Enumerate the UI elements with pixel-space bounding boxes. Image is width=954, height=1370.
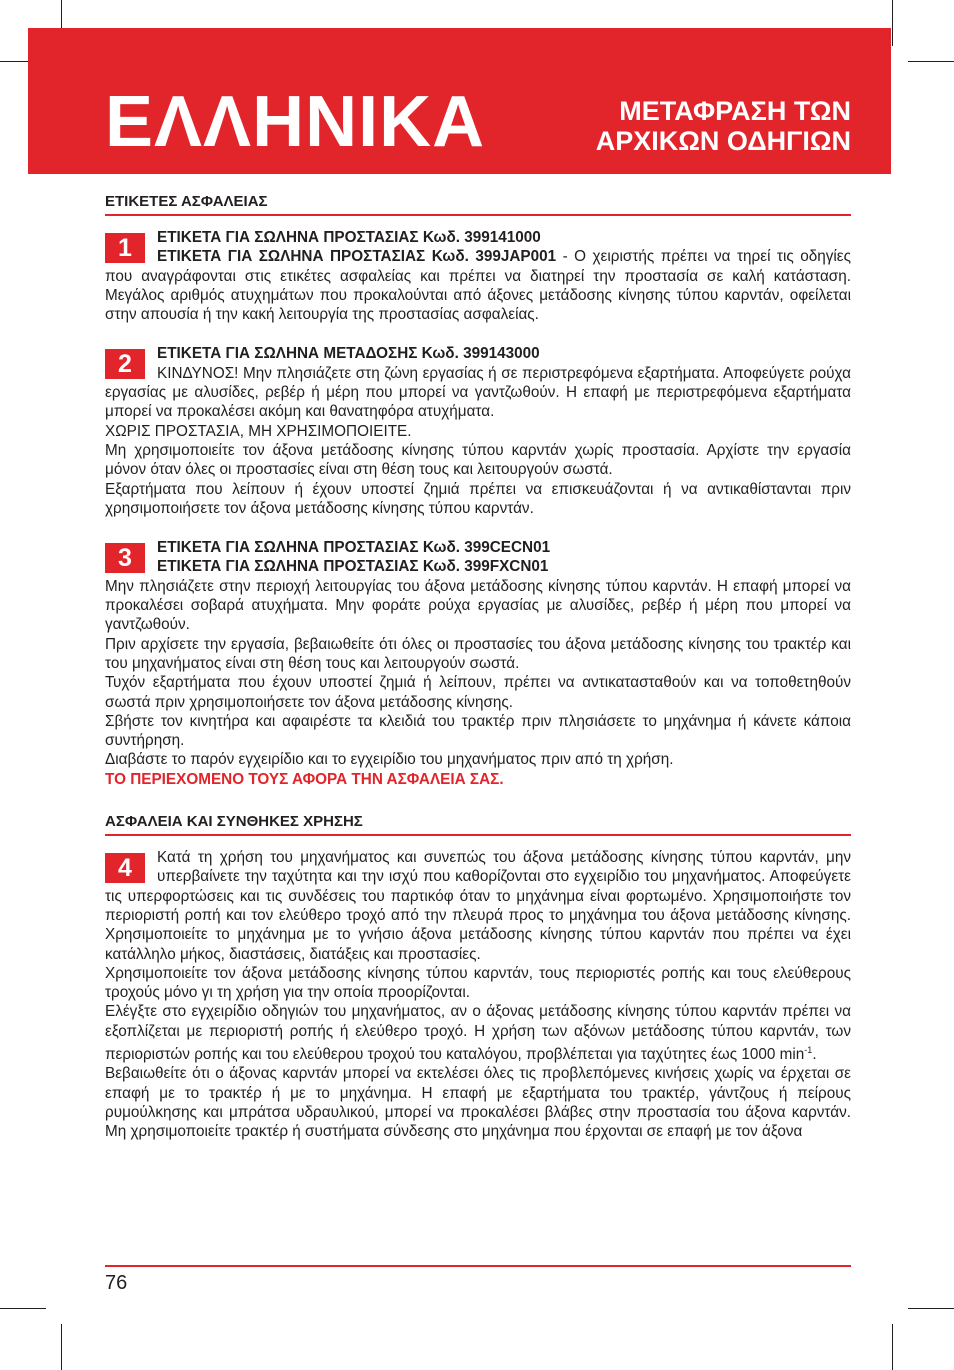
section-heading-safety-conditions: ΑΣΦΑΛΕΙΑ ΚΑΙ ΣΥΝΘΗΚΕΣ ΧΡΗΣΗΣ [105, 811, 851, 836]
paragraph: Σβήστε τον κινητήρα και αφαιρέστε τα κλειδιά του τρακτέρ πριν πλησιάσετε το μηχάνημα ή κάνετε κάποια συντήρηση. [105, 712, 851, 750]
crop-mark [908, 1308, 954, 1309]
paragraph [105, 1002, 851, 1064]
paragraph: Πριν αρχίσετε την εργασία, βεβαιωθείτε ότι όλες οι προστασίες του άξονα μετάδοσης κίνησης του τρακτέρ και του μηχανήματος είναι στη θέση τους και λειτουργούν σωστά. [105, 635, 851, 672]
label-item-3 [105, 538, 851, 789]
section-heading-safety-labels: ΕΤΙΚΕΤΕΣ ΑΣΦΑΛΕΙΑΣ [105, 191, 851, 216]
paragraph: Διαβάστε το παρόν εγχειρίδιο και το εγχειρίδιο του μηχανήματος πριν από τη χρήση. [105, 751, 674, 769]
paragraph-text: Ελέγξτε στο εγχειρίδιο οδηγιών του μηχανήματος, αν ο άξονας μετάδοσης κίνησης τύπου καρντάν πρέπει να εξοπλίζεται με περιοριστή ροπής ή ελεύθερο τροχό. Η χρήση των αξόνων μετάδοσης τύπου καρντάν, των περιοριστών ροπής και του ελεύθερου τροχού του καταλόγου, προβλέπεται για ταχύτητες έως 1000 min [105, 1003, 851, 1064]
crop-mark [908, 61, 954, 62]
label-code-line: ΕΤΙΚΕΤΑ ΓΙΑ ΣΩΛΗΝΑ ΠΡΟΣΤΑΣΙΑΣ Κωδ. 399JAP001 [157, 248, 557, 266]
label-text: - Ο χειριστής πρέπει να τηρεί τις οδηγίες που αναγράφονται στις ετικέτες ασφαλείας και πρέπει να διατηρεί την προστασία σε καλή κατάσταση. Μεγάλος αριθμός ατυχημάτων που προκαλούνται από άξονες μετάδοσης κίνησης τύπου καρντάν, οφείλεται στην απουσία ή την κακή λειτουργία της προστασίας ασφαλείας. [105, 248, 851, 324]
superscript: -1 [804, 1044, 813, 1055]
header-banner [28, 28, 891, 174]
item-number-badge: 2 [105, 349, 145, 379]
label-item-2 [105, 344, 851, 518]
page-number: 76 [105, 1272, 128, 1294]
main-content [105, 191, 851, 1162]
label-code-line: ΕΤΙΚΕΤΑ ΓΙΑ ΣΩΛΗΝΑ ΜΕΤΑΔΟΣΗΣ Κωδ. 399143000 [157, 345, 540, 363]
label-item-1 [105, 228, 851, 324]
paragraph: Βεβαιωθείτε ότι ο άξονας καρντάν μπορεί να εκτελέσει όλες τις προβλεπόμενες κινήσεις χωρίς να έρχεται σε επαφή με το τρακτέρ ή με το μηχάνημα. Η επαφή με εξαρτήματα του τρακτέρ, γάντζους ή πείρους ρυμούλκησης και μπράτσα υδραυλικού, μπορεί να προκαλέσει βλάβες στην προστασία του άξονα καρντάν. Μη χρησιμοποιείτε τρακτέρ ή συστήματα σύνδεσης στο μηχάνημα που έρχονται σε επαφή με τον άξονα [105, 1065, 851, 1141]
crop-mark [61, 1324, 62, 1370]
label-code-line: ΕΤΙΚΕΤΑ ΓΙΑ ΣΩΛΗΝΑ ΠΡΟΣΤΑΣΙΑΣ Κωδ. 399CECN01 [157, 539, 551, 557]
paragraph: ΧΩΡΙΣ ΠΡΟΣΤΑΣΙΑ, ΜΗ ΧΡΗΣΙΜΟΠΟΙΕΙΤΕ. [105, 422, 412, 440]
paragraph: ΚΙΝΔΥΝΟΣ! Μην πλησιάζετε στη ζώνη εργασίας ή σε περιστρεφόμενα εξαρτήματα. Αποφεύγετε ρούχα εργασίας με αλυσίδες, ρεβέρ ή μέρη που μπορεί να γαντζωθούν. Η επαφή με περιστρεφόμενα εξαρτήματα μπορεί να προκαλέσει ακόμη και θανατηφόρα ατυχήματα. [105, 364, 851, 421]
subtitle-line: ΑΡΧΙΚΩΝ ΟΔΗΓΙΩΝ [595, 126, 851, 156]
crop-mark [892, 1324, 893, 1370]
paragraph: Κατά τη χρήση του μηχανήματος και συνεπώς του άξονα μετάδοσης κίνησης τύπου καρντάν, μην υπερβαίνετε την ταχύτητα και την ισχύ που καθορίζονται στο εγχειρίδιο του μηχανήματος. Αποφεύγετε τις υπερφορτώσεις και τις συνδέσεις του παρτικόφ όταν το μηχάνημα είναι φορτωμένο. Χρησιμοποιήστε τον περιοριστή ροπή και τον ελεύθερο τροχό από την πλευρά προς το μηχάνημα του άξονα μετάδοσης κίνησης. Χρησιμοποιείτε το μηχάνημα με το γνήσιο άξονα μετάδοσης κίνησης τύπου καρντάν που πρέπει να έχει κατάλληλο μήκος, διαστάσεις, διατάξεις και προστασίες. [105, 849, 851, 963]
paragraph: Μην πλησιάζετε στην περιοχή λειτουργίας του άξονα μετάδοσης κίνησης τύπου καρντάν. Η επαφή μπορεί να προκαλέσει σοβαρά ατυχήματα. Μην φοράτε ρούχα εργασίας με αλυσίδες, ρεβέρ ή μέρη που μπορεί να γαντζωθούν. [105, 577, 851, 634]
paragraph-end: . [812, 1046, 817, 1064]
language-title: ΕΛΛΗΝΙΚΑ [105, 82, 486, 162]
subtitle-line: ΜΕΤΑΦΡΑΣΗ ΤΩΝ [619, 96, 851, 126]
item-number-badge: 1 [105, 233, 145, 263]
item-number-badge: 3 [105, 543, 145, 573]
paragraph: Εξαρτήματα που λείπουν ή έχουν υποστεί ζημιά πρέπει να επισκευάζονται ή να αντικαθίστανται πριν χρησιμοποιήσετε τον άξονα μετάδοσης κίνησης τύπου καρντάν. [105, 480, 851, 517]
translation-subtitle [596, 96, 851, 156]
crop-mark [0, 1308, 46, 1309]
paragraph: Τυχόν εξαρτήματα που έχουν υποστεί ζημιά ή λείπουν, πρέπει να αντικατασταθούν και να τοποθετηθούν σωστά πριν χρησιμοποιήσετε τον άξονα μετάδοσης κίνησης. [105, 674, 851, 711]
label-code-line: ΕΤΙΚΕΤΑ ΓΙΑ ΣΩΛΗΝΑ ΠΡΟΣΤΑΣΙΑΣ Κωδ. 399FXCN01 [157, 558, 549, 576]
item-number-badge: 4 [105, 853, 145, 883]
footer-rule [105, 1265, 851, 1267]
paragraph: Μη χρησιμοποιείτε τον άξονα μετάδοσης κίνησης τύπου καρντάν χωρίς προστασία. Αρχίστε την εργασία μόνον όταν όλες οι προστασίες είναι στη θέση τους και λειτουργούν σωστά. [105, 441, 851, 479]
crop-mark [892, 0, 893, 46]
condition-item-4 [105, 848, 851, 1142]
label-body [105, 247, 851, 324]
paragraph: Χρησιμοποιείτε τον άξονα μετάδοσης κίνησης τύπου καρντάν, τους περιοριστές ροπής και τους ελεύθερους τροχούς μόνο γι τη χρήση για την οποία προορίζονται. [105, 964, 851, 1002]
safety-warning: ΤΟ ΠΕΡΙΕΧΟΜΕΝΟ ΤΟΥΣ ΑΦΟΡΑ ΤΗΝ ΑΣΦΑΛΕΙΑ ΣΑΣ. [105, 770, 504, 788]
label-code-line: ΕΤΙΚΕΤΑ ΓΙΑ ΣΩΛΗΝΑ ΠΡΟΣΤΑΣΙΑΣ Κωδ. 399141000 [157, 229, 541, 246]
